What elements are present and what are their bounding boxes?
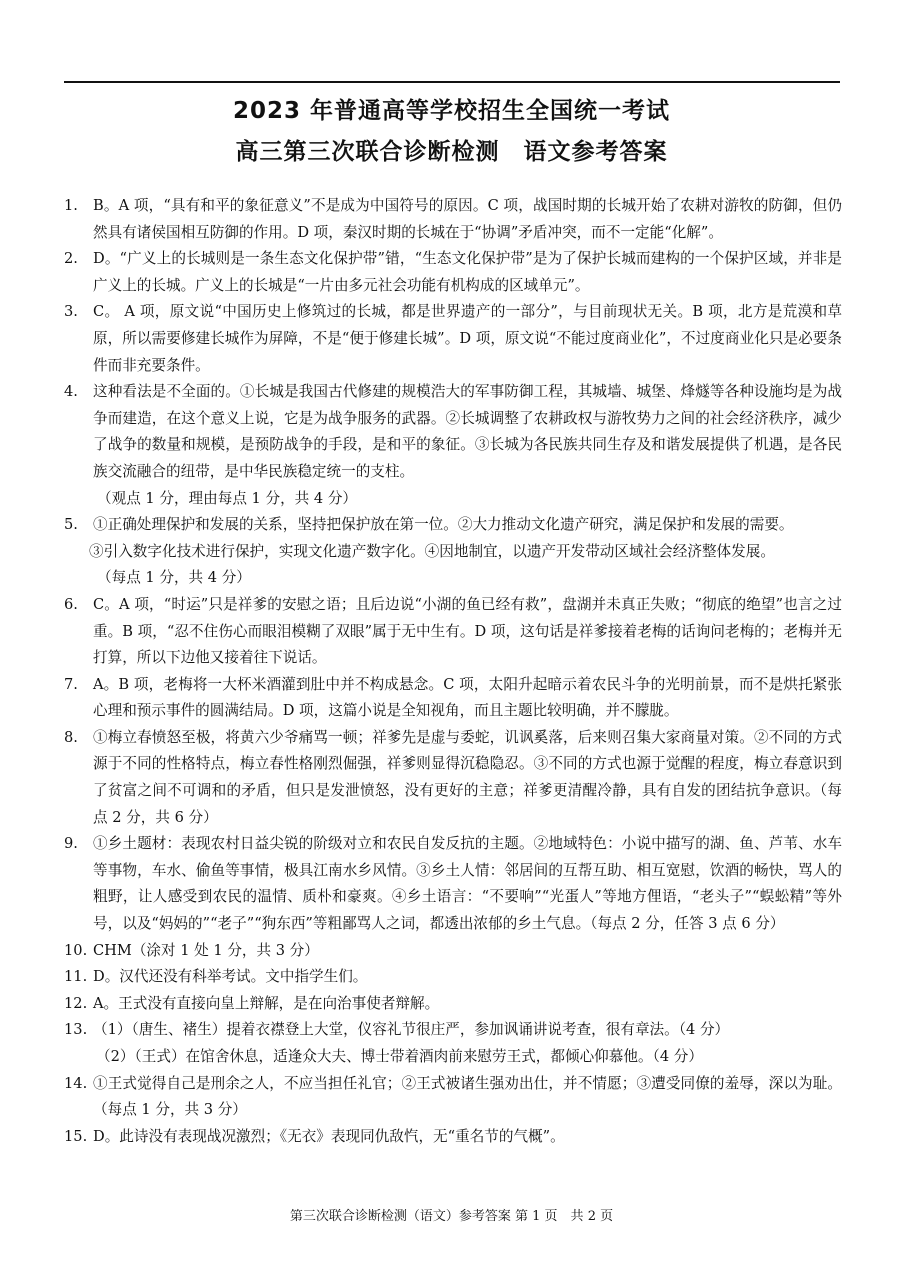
document-subtitle: 高三第三次联合诊断检测 语文参考答案 xyxy=(235,139,668,165)
answer-number: 9. xyxy=(64,835,78,853)
scoring-note: （每点 1 分，共 4 分） xyxy=(97,569,251,587)
answer-number: 3. xyxy=(64,303,78,321)
answer-number: 7. xyxy=(64,675,78,693)
answer-text: ①乡土题材：表现农村日益尖锐的阶级对立和农民自发反抗的主题。②地域特色：小说中描写的湖、鱼、芦苇、水车等事物，车水、偷鱼等事情，极具江南水乡风情。③乡土人情：邻居间的互帮互助、相互宽慰，饮酒的畅快，骂人的粗野，让人感受到农民的温情、质朴和豪爽。④乡土语言：“不要响”“光蛋人”等地方俚语，“老头子”“蜈蚣精”等外号，以及“妈妈的”“老子”“狗东西”等粗鄙骂人之词，都透出浓郁的乡土气息。（每点 2 分，任答 3 点 6 分） xyxy=(93,835,842,933)
answer-number: 12. xyxy=(64,994,88,1012)
answer-text: C。A 项，“时运”只是祥爹的安慰之语；且后边说“小湖的鱼已经有救”，盘湖并未真正失败；“彻底的绝望”也言之过重。B 项，“忍不住伤心而眼泪模糊了双眼”属于无中生有。D 项，这句话是祥爹接着老梅的话询问老梅的；老梅并无打算，所以下边他又接着往下说话。 xyxy=(93,595,842,667)
answer-text: B。A 项，“具有和平的象征意义”不是成为中国符号的原因。C 项，战国时期的长城开始了农耕对游牧的防御，但仍然具有诸侯国相互防御的作用。D 项，秦汉时期的长城在于“协调”矛盾冲突，而不一定能“化解”。 xyxy=(93,197,842,241)
answer-item-12 xyxy=(64,991,842,1018)
answer-number: 4. xyxy=(64,383,78,401)
answer-number: 5. xyxy=(64,516,78,534)
answer-item-4 xyxy=(64,379,842,512)
answer-number: 2. xyxy=(64,250,78,268)
answer-item-14 xyxy=(64,1071,842,1124)
answer-subpart: （2）（王式）在馆舍休息，适逢众大夫、博士带着酒肉前来慰劳王式，都倾心仰慕他。（4 分） xyxy=(96,1048,703,1065)
answer-text: ①王式觉得自己是刑余之人，不应当担任礼官；②王式被诸生强劝出仕，并不情愿；③遭受同僚的羞辱，深以为耻。（每点 1 分，共 3 分） xyxy=(93,1074,842,1119)
answer-text: D。汉代还没有科举考试。文中指学生们。 xyxy=(93,968,368,986)
answer-item-13 xyxy=(64,1017,842,1070)
answer-text: D。此诗没有表现战况激烈；《无衣》表现同仇敌忾，无“重名节的气概”。 xyxy=(93,1127,565,1145)
answer-item-10 xyxy=(64,938,842,965)
answer-item-7 xyxy=(64,672,842,725)
answer-number: 11. xyxy=(64,968,88,986)
answer-item-3 xyxy=(64,299,842,379)
answer-item-5 xyxy=(64,512,842,592)
answer-text: （1）（唐生、褚生）提着衣襟登上大堂，仪容礼节很庄严，参加讽诵讲说考查，很有章法。（4 分） xyxy=(93,1021,730,1039)
answer-item-1 xyxy=(64,193,842,246)
answer-text: C。 A 项，原文说“中国历史上修筑过的长城，都是世界遗产的一部分”，与目前现状无关。B 项，北方是荒漠和草原，所以需要修建长城作为屏障，不是“便于修建长城”。D 项，原文说“不能过度商业化”，不过度商业化只是必要条件而非充要条件。 xyxy=(93,303,842,374)
answer-text: ①正确处理保护和发展的关系，坚持把保护放在第一位。②大力推动文化遗产研究，满足保护和发展的需要。 xyxy=(93,516,794,534)
document-title: 2023 年普通高等学校招生全国统一考试 xyxy=(232,98,671,124)
header-rule xyxy=(64,81,840,83)
answer-text: D。“广义上的长城则是一条生态文化保护带”错，“生态文化保护带”是为了保护长城而建构的一个保护区域，并非是广义上的长城。广义上的长城是“一片由多元社会功能有机构成的区域单元”。 xyxy=(93,250,842,294)
answer-number: 14. xyxy=(64,1074,88,1092)
answer-number: 10. xyxy=(64,941,88,959)
answer-item-8 xyxy=(64,725,842,831)
answer-text: A。王式没有直接向皇上辩解，是在向治事使者辩解。 xyxy=(93,994,440,1012)
answer-number: 6. xyxy=(64,595,78,613)
answer-text-continued: ③引入数字化技术进行保护，实现文化遗产数字化。④因地制宜，以遗产开发带动区域社会经济整体发展。 xyxy=(89,542,775,560)
answer-item-2 xyxy=(64,246,842,299)
answer-item-11 xyxy=(64,964,842,991)
scoring-note: （观点 1 分，理由每点 1 分，共 4 分） xyxy=(97,489,358,507)
answer-number: 1. xyxy=(64,197,78,214)
answer-item-15 xyxy=(64,1124,842,1151)
answer-number: 8. xyxy=(64,728,78,746)
answer-number: 15. xyxy=(64,1127,88,1145)
page-footer: 第三次联合诊断检测（语文）参考答案 第 1 页 共 2 页 xyxy=(289,1209,614,1224)
answer-list xyxy=(64,193,842,1150)
answer-text: ①梅立春愤怒至极，将黄六少爷痛骂一顿；祥爹先是虚与委蛇，讥讽奚落，后来则召集大家商量对策。②不同的方式源于不同的性格特点，梅立春性格刚烈倔强，祥爹则显得沉稳隐忍。③不同的方式也源于觉醒的程度，梅立春意识到了贫富之间不可调和的矛盾，但只是发泄愤怒，没有更好的主意；祥爹更清醒冷静，具有自发的团结抗争意识。（每点 2 分，共 6 分） xyxy=(93,728,842,826)
answer-item-6 xyxy=(64,592,842,672)
answer-text: A。B 项，老梅将一大杯米酒灌到肚中并不构成悬念。C 项，太阳升起暗示着农民斗争的光明前景，而不是烘托紧张心理和预示事件的圆满结局。D 项，这篇小说是全知视角，而且主题比较明确，并不朦胧。 xyxy=(93,675,842,720)
answer-text: 这种看法是不全面的。①长城是我国古代修建的规模浩大的军事防御工程，其城墙、城堡、烽燧等各种设施均是为战争而建造，在这个意义上说，它是为战争服务的武器。②长城调整了农耕政权与游牧势力之间的社会经济秩序，减少了战争的数量和规模，是预防战争的手段，是和平的象征。③长城为各民族共同生存及和谐发展提供了机遇，是各民族交流融合的纽带，是中华民族稳定统一的支柱。 xyxy=(93,383,842,480)
answer-text: CHM（涂对 1 处 1 分，共 3 分） xyxy=(93,941,319,959)
answer-number: 13. xyxy=(64,1021,88,1039)
answer-item-9 xyxy=(64,831,842,937)
